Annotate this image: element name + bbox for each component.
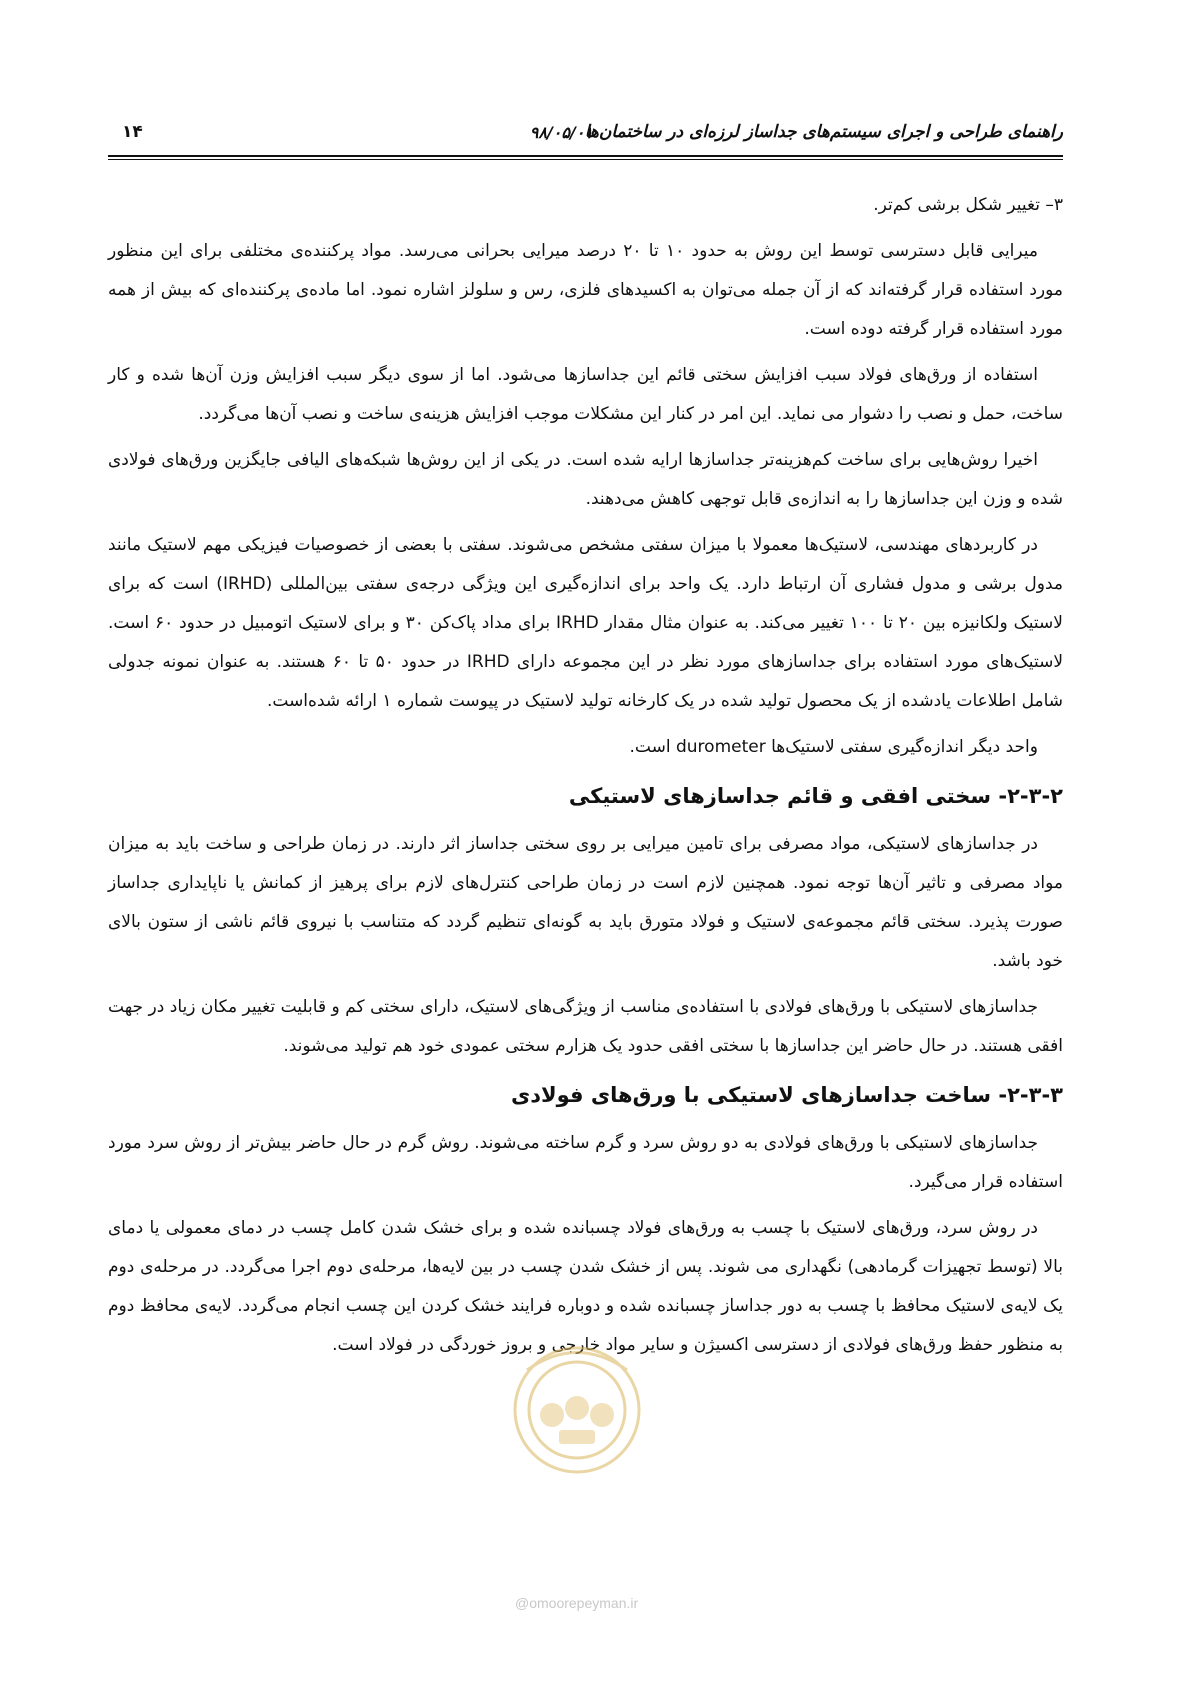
paragraph-damping: میرایی قابل دسترسی توسط این روش به حدود ۱۰ تا ۲۰ درصد میرایی بحرانی می‌رسد. مواد پرکننده‌ی مختلفی برای این منظور مورد استفاده قرار گرفته‌اند که از آن جمله می‌توان به اکسیدهای فلزی، رس و سلولز اشاره نمود. اما ماده‌ی پرکننده‌ای که بیش از همه مورد استفاده قرار گرفته دوده است.	[108, 241, 1063, 339]
paragraph-durometer: واحد دیگر اندازه‌گیری سفتی لاستیک‌ها durometer است.	[629, 737, 1038, 757]
section-heading-2-3-3: ۲-۳-۳- ساخت جداسازهای لاستیکی با ورق‌های فولادی	[510, 1083, 1063, 1107]
paragraph-fiber-methods: اخیرا روش‌هایی برای ساخت کم‌هزینه‌تر جداسازها ارایه شده است. در یکی از این روش‌ها شبکه‌های الیافی جایگزین ورق‌های فولادی شده و وزن این جداسازها را به اندازه‌ی قابل توجهی کاهش می‌دهند.	[108, 450, 1063, 509]
header-title: راهنمای طراحی و اجرای سیستم‌های جداساز لرزه‌ای در ساختمان‌ها	[584, 122, 1063, 142]
watermark-url: @omoorepeyman.ir	[515, 1595, 639, 1611]
header-date: ۹۸/۰۵/۰۱	[529, 123, 593, 142]
page-body	[108, 186, 1063, 1372]
header-rule	[108, 155, 1063, 157]
list-item-3: ۳– تغییر شکل برشی کم‌تر.	[873, 195, 1063, 215]
page-header	[108, 122, 1063, 152]
paragraph-horizontal-stiffness: جداسازهای لاستیکی با ورق‌های فولادی با استفاده‌ی مناسب از ویژگی‌های لاستیک، دارای سختی کم و قابلیت تغییر مکان زیاد در جهت افقی هستند. در حال حاضر این جداسازها با سختی افقی حدود یک هزارم سختی عمودی خود هم تولید می‌شوند.	[108, 997, 1063, 1056]
section-heading-2-3-2: ۲-۳-۲- سختی افقی و قائم جداسازهای لاستیکی	[568, 784, 1063, 808]
paragraph-steel-plates: استفاده از ورق‌های فولاد سبب افزایش سختی قائم این جداسازها می‌شود. اما از سوی دیگر سبب افزایش وزن آن‌ها شده و کار ساخت، حمل و نصب را دشوار می نماید. این امر در کنار این مشکلات موجب افزایش هزینه‌ی ساخت و نصب آن‌ها می‌گردد.	[108, 365, 1063, 424]
omoorepeyman-seal-logo-icon	[487, 1330, 667, 1490]
paragraph-stiffness-design: در جداسازهای لاستیکی، مواد مصرفی برای تامین میرایی بر روی سختی جداساز اثر دارند. در زمان طراحی و ساخت باید به میزان مواد مصرفی و تاثیر آن‌ها توجه نمود. همچنین لازم است در زمان طراحی کنترل‌های لازم برای پرهیز از کمانش یا ناپایداری جداساز صورت پذیرد. سختی قائم مجموعه‌ی لاستیک و فولاد متورق باید به گونه‌ای تنظیم گردد که متناسب با نیروی قائم ناشی از ستون بالای خود باشد.	[108, 834, 1063, 971]
paragraph-cold-method: در روش سرد، ورق‌های لاستیک با چسب به ورق‌های فولاد چسبانده شده و برای خشک شدن کامل چسب در دمای معمولی یا دمای بالا (توسط تجهیزات گرمادهی) نگهداری می شوند. پس از خشک شدن چسب در بین لایه‌ها، مرحله‌ی دوم اجرا می‌گردد. در مرحله‌ی دوم یک لایه‌ی لاستیک محافظ با چسب به دور جداساز چسبانده شده و دوباره فرایند خشک کردن این چسب انجام می‌گردد. لایه‌ی محافظ دوم به منظور حفظ ورق‌های فولادی از دسترسی اکسیژن و سایر مواد خارجی و بروز خوردگی در فولاد است.	[108, 1218, 1063, 1355]
paragraph-hot-cold-methods: جداسازهای لاستیکی با ورق‌های فولادی به دو روش سرد و گرم ساخته می‌شوند. روش گرم در حال حاضر بیش‌تر از روش سرد مورد استفاده قرار می‌گیرد.	[108, 1133, 1063, 1192]
paragraph-hardness: در کاربردهای مهندسی، لاستیک‌ها معمولا با میزان سفتی مشخص می‌شوند. سفتی با بعضی از خصوصیات فیزیکی مهم لاستیک مانند مدول برشی و مدول فشاری آن ارتباط دارد. یک واحد برای اندازه‌گیری این ویژگی درجه‌ی سفتی بین‌المللی (IRHD) است که برای لاستیک ولکانیزه بین ۲۰ تا ۱۰۰ تغییر می‌کند. به عنوان مثال مقدار IRHD برای مداد پاک‌کن ۳۰ و برای لاستیک اتومبیل در حدود ۶۰ است. لاستیک‌های مورد استفاده برای جداسازهای مورد نظر در این مجموعه دارای IRHD در حدود ۵۰ تا ۶۰ هستند. به عنوان نمونه جدولی شامل اطلاعات یادشده از یک محصول تولید شده در یک کارخانه تولید لاستیک در پیوست شماره ۱ ارائه شده‌است.	[108, 535, 1064, 711]
header-rule-thin	[108, 159, 1063, 160]
page-number: ۱۴	[122, 122, 143, 142]
